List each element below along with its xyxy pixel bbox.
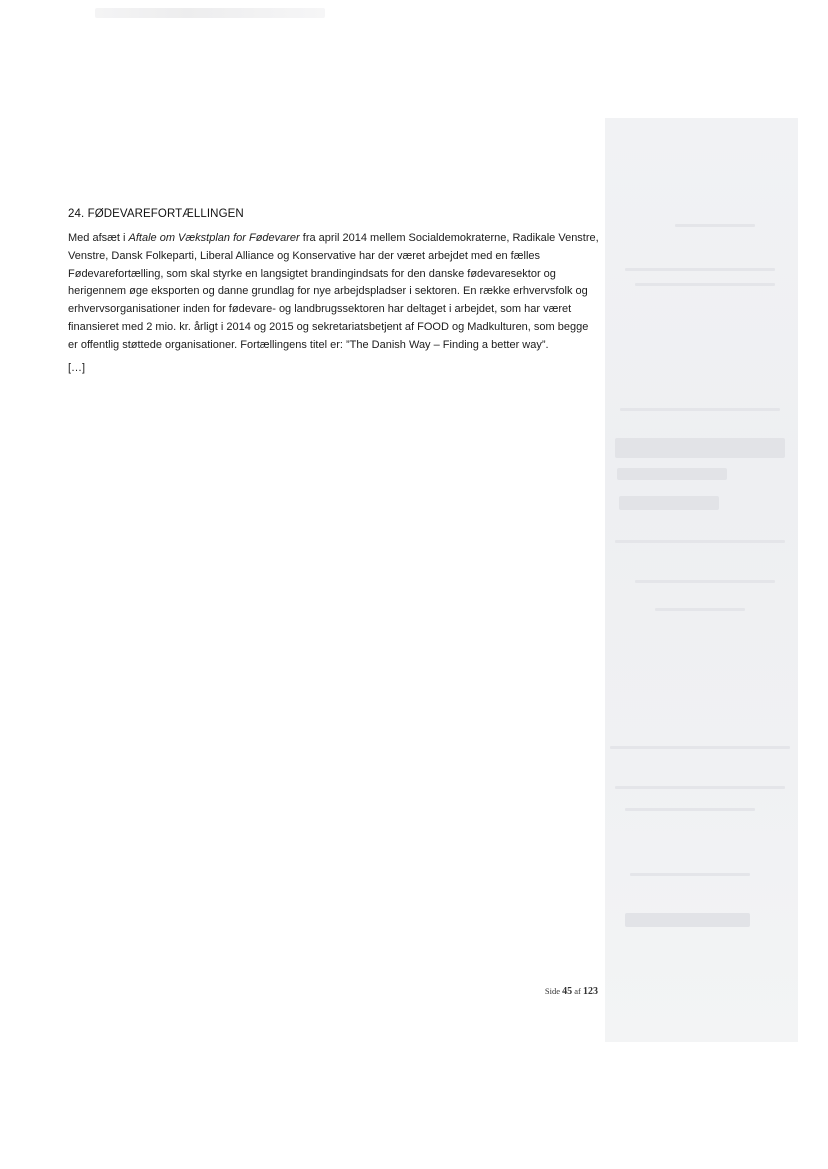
page-current: 45 xyxy=(562,986,573,997)
document-section xyxy=(68,208,600,374)
paragraph-prefix: Med afsæt i xyxy=(68,232,129,244)
ghost-line xyxy=(615,540,785,543)
ghost-block xyxy=(625,913,750,927)
ghost-line xyxy=(620,408,780,411)
faint-header-bleed xyxy=(95,8,325,18)
ghost-line xyxy=(630,873,750,876)
ghost-block xyxy=(619,496,719,510)
ghost-line xyxy=(675,224,755,227)
page-separator: af xyxy=(572,986,583,996)
paragraph-italic-title: Aftale om Vækstplan for Fødevarer xyxy=(128,232,300,244)
omission-marker: […] xyxy=(68,361,86,374)
ghost-line xyxy=(625,268,775,271)
section-heading: 24. FØDEVAREFORTÆLLINGEN xyxy=(68,208,244,220)
ghost-line xyxy=(655,608,745,611)
ghost-line xyxy=(615,786,785,789)
page-total: 123 xyxy=(583,986,598,997)
ghost-line xyxy=(610,746,790,749)
ghost-line xyxy=(625,808,755,811)
ghost-block xyxy=(615,438,785,458)
page-number xyxy=(545,986,598,997)
scan-bleedthrough-strip xyxy=(605,118,798,1042)
ghost-line xyxy=(635,283,775,286)
paragraph-body: fra april 2014 mellem Socialdemokraterne, Radikale Venstre, Venstre, Dansk Folkeparti, Liberal Alliance og Konservative har der været arbejdet med en fælles Fødevarefortælling, som skal styrke en langsigtet brandingindsats for den danske fødevaresektor og herigennem øge eksporten og danne grundlag for nye arbejdspladser i sektoren. En række erhvervsfolk og erhvervsorganisationer inden for fødevare- og landbrugssektoren har deltaget i arbejdet, som har været finansieret med 2 mio. kr. årligt i 2014 og 2015 og sekretariatsbetjent af FOOD og Madkulturen, som begge er offentlig støttede organisationer. Fortællingens titel er: ”The Danish Way – Finding a better way”. xyxy=(68,232,599,351)
page-prefix: Side xyxy=(544,986,563,996)
section-paragraph xyxy=(68,230,600,355)
ghost-block xyxy=(617,468,727,480)
ghost-line xyxy=(635,580,775,583)
